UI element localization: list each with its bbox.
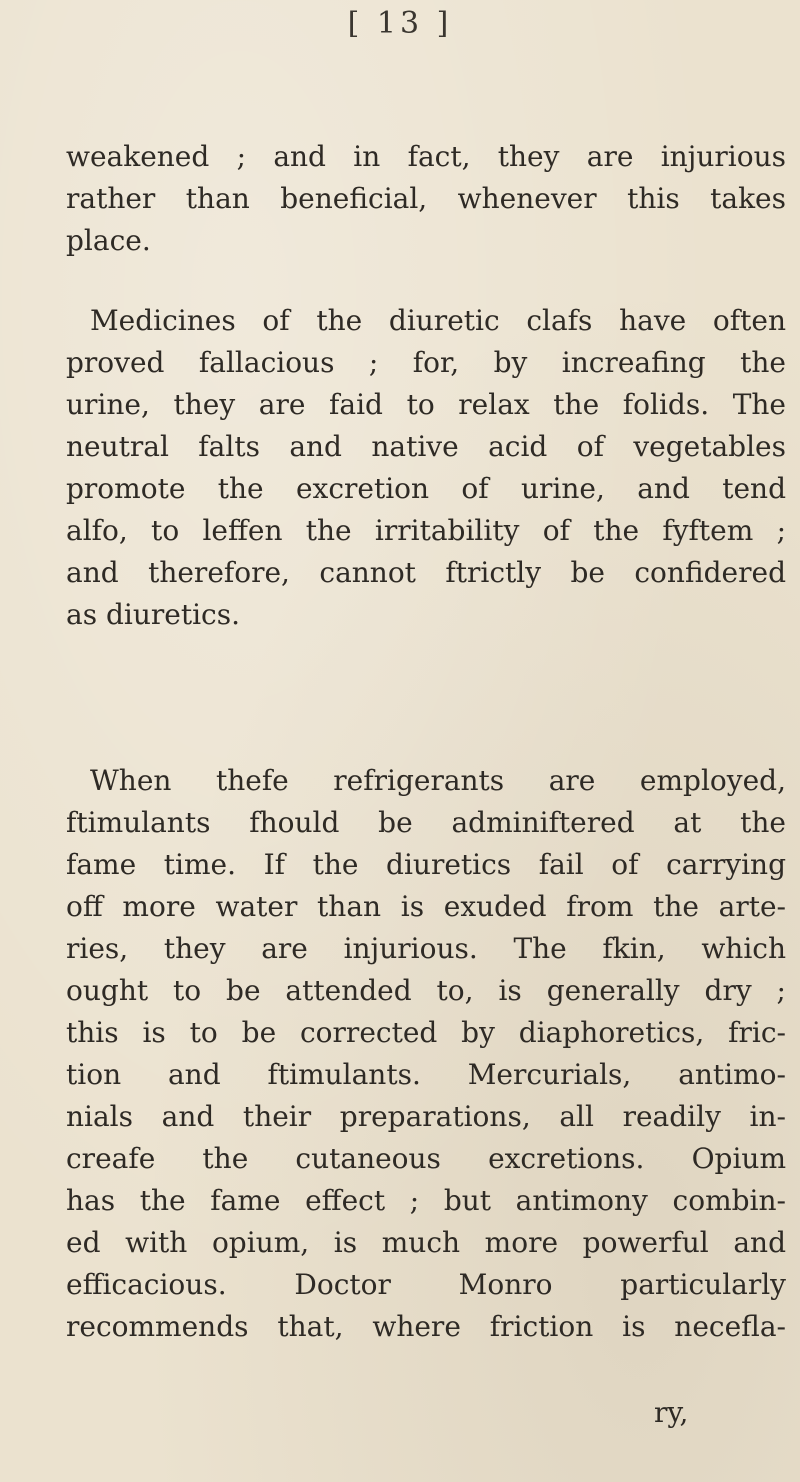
text-line: place. — [66, 224, 151, 257]
text-line: ftimulants fhould be adminiftered at the — [66, 806, 786, 839]
text-line: off more water than is exuded from the arte- — [66, 890, 786, 923]
text-line: promote the excretion of urine, and tend — [66, 472, 786, 505]
paragraph-2 — [66, 300, 786, 636]
text-line: nials and their preparations, all readily in- — [66, 1100, 786, 1133]
text-line: alfo, to leffen the irritability of the fyftem ; — [66, 514, 786, 547]
text-line: When thefe refrigerants are employed, — [90, 764, 786, 797]
text-line: fame time. If the diuretics fail of carrying — [66, 848, 786, 881]
text-line: and therefore, cannot ftrictly be confidered — [66, 556, 786, 589]
text-line: tion and ftimulants. Mercurials, antimo- — [66, 1058, 786, 1091]
text-line: weakened ; and in fact, they are injurious — [66, 140, 786, 173]
paragraph-3 — [66, 760, 786, 1348]
page-number-header: [ 13 ] — [347, 6, 453, 41]
text-line: urine, they are faid to relax the folids. The — [66, 388, 786, 421]
text-line: recommends that, where friction is necefla- — [66, 1310, 786, 1343]
paragraph-1 — [66, 136, 786, 262]
text-line: rather than beneficial, whenever this takes — [66, 182, 786, 215]
text-line: ries, they are injurious. The fkin, which — [66, 932, 786, 965]
text-line: has the fame effect ; but antimony combin- — [66, 1184, 786, 1217]
text-line: this is to be corrected by diaphoretics, fric- — [66, 1016, 786, 1049]
text-line: neutral falts and native acid of vegetables — [66, 430, 786, 463]
text-line: Medicines of the diuretic clafs have often — [90, 304, 786, 337]
catchword: ry, — [654, 1396, 689, 1429]
text-line: as diuretics. — [66, 598, 240, 631]
text-line: creafe the cutaneous excretions. Opium — [66, 1142, 786, 1175]
text-line: efficacious. Doctor Monro particularly — [66, 1268, 786, 1301]
text-line: ed with opium, is much more powerful and — [66, 1226, 786, 1259]
text-line: ought to be attended to, is generally dry ; — [66, 974, 786, 1007]
text-line: proved fallacious ; for, by increafing the — [66, 346, 786, 379]
